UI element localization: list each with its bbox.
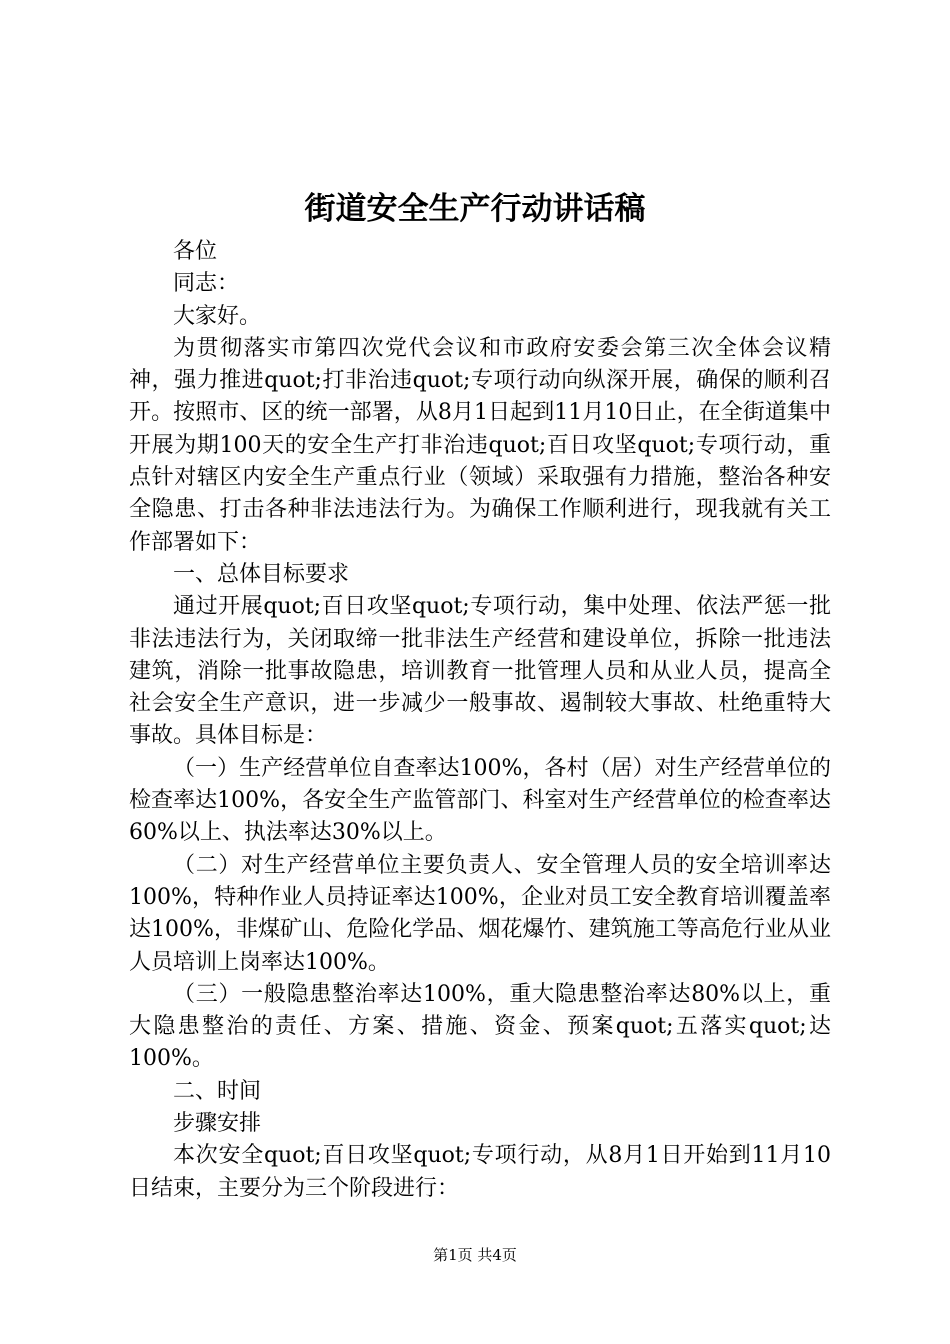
paragraph-greeting-3: 大家好。 (173, 303, 262, 329)
document-body (129, 236, 831, 1205)
paragraph-goals: 通过开展quot;百日攻坚quot;专项行动，集中处理、依法严惩一批非法违法行为，关闭取缔一批非法生产经营和建设单位，拆除一批违法建筑，消除一批事故隐患，培训教育一批管理人员和从业人员，提高全社会安全生产意识，进一步减少一般事故、遏制较大事故、杜绝重特大事故。具体目标是： (129, 594, 831, 749)
paragraph-goal-1: （一）生产经营单位自查率达100%，各村（居）对生产经营单位的检查率达100%，各安全生产监管部门、科室对生产经营单位的检查率达60%以上、执法率达30%以上。 (129, 755, 831, 846)
paragraph-goal-2: （二）对生产经营单位主要负责人、安全管理人员的安全培训率达100%，特种作业人员持证率达100%，企业对员工安全教育培训覆盖率达100%，非煤矿山、危险化学品、烟花爆竹、建筑施工等高危行业从业人员培训上岗率达100%。 (129, 852, 831, 975)
section-heading-goals: 一、总体目标要求 (173, 561, 350, 587)
paragraph-greeting-2: 同志： (173, 271, 240, 297)
document-title: 街道安全生产行动讲话稿 (304, 191, 646, 227)
paragraph-goal-3: （三）一般隐患整治率达100%，重大隐患整治率达80%以上，重大隐患整治的责任、方案、措施、资金、预案quot;五落实quot;达100%。 (129, 981, 831, 1072)
paragraph-schedule: 本次安全quot;百日攻坚quot;专项行动，从8月1日开始到11月10日结束，主要分为三个阶段进行： (129, 1143, 831, 1201)
paragraph-greeting-1: 各位 (173, 239, 218, 264)
section-heading-time: 二、时间 (173, 1078, 262, 1104)
section-heading-steps: 步骤安排 (173, 1111, 262, 1137)
paragraph-intro: 为贯彻落实市第四次党代会议和市政府安委会第三次全体会议精神，强力推进quot;打非治违quot;专项行动向纵深开展，确保的顺利召开。按照市、区的统一部署，从8月1日起到11月10日止，在全街道集中开展为期100天的安全生产打非治违quot;百日攻坚quot;专项行动，重点针对辖区内安全生产重点行业（领域）采取强有力措施，整治各种安全隐患、打击各种非法违法行为。为确保工作顺利进行，现我就有关工作部署如下： (129, 335, 831, 555)
page-footer: 第1页 共4页 (433, 1246, 517, 1264)
